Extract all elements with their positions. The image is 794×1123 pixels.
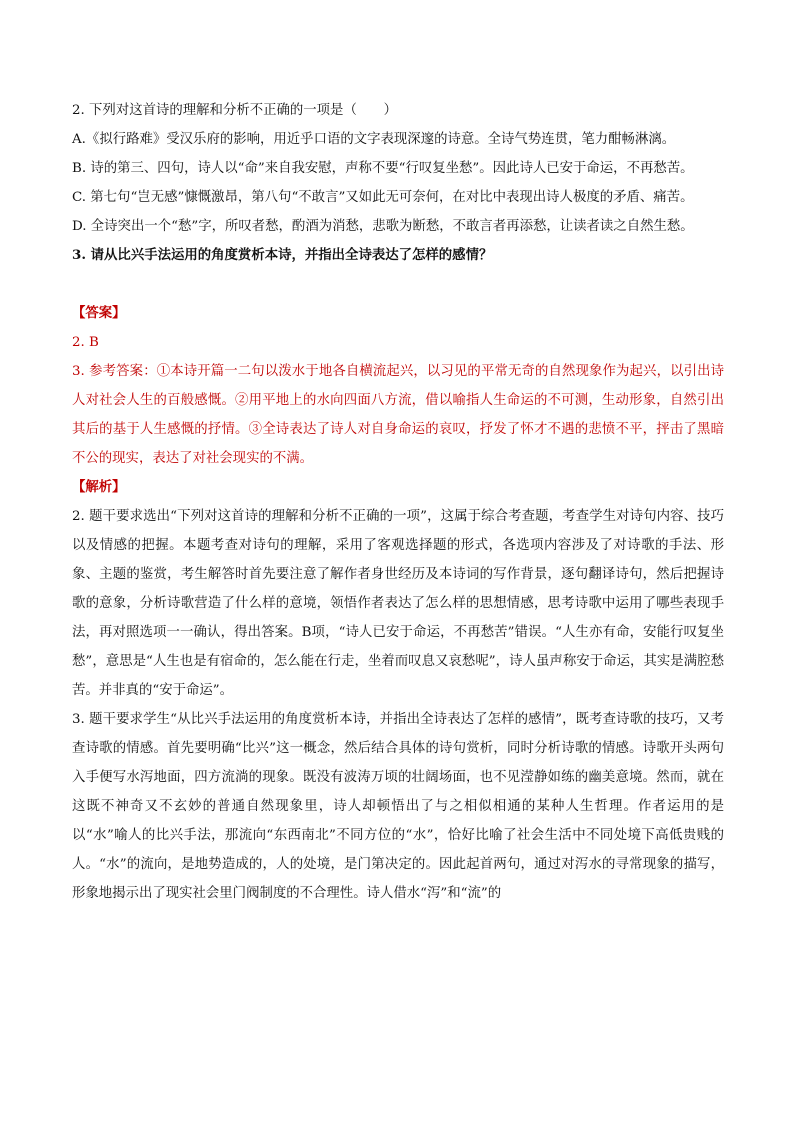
answer-3: 3. 参考答案：①本诗开篇一二句以泼水于地各自横流起兴，以习见的平常无奇的自然现象作为起兴，以引出诗人对社会人生的百般感慨。②用平地上的水向四面八方流，借以喻指人生命运的不可测，生动形象，自然引出其后的基于人生感慨的抒情。③全诗表达了诗人对自身命运的哀叹，抒发了怀才不遇的悲愤不平，抨击了黑暗不公的现实，表达了对社会现实的不满。 xyxy=(72,364,724,466)
document-page xyxy=(72,96,724,908)
question-3-stem: 3. 请从比兴手法运用的角度赏析本诗，并指出全诗表达了怎样的感情？ xyxy=(72,247,493,263)
option-d: D. 全诗突出一个“愁”字，所叹者愁，酌酒为消愁，悲歌为断愁，不敢言者再添愁，让读者读之自然生愁。 xyxy=(72,219,694,234)
spacer xyxy=(72,270,724,299)
analysis-3: 3. 题干要求学生“从比兴手法运用的角度赏析本诗，并指出全诗表达了怎样的感情”，既考查诗歌的技巧，又考查诗歌的情感。首先要明确“比兴”这一概念，然后结合具体的诗句赏析，同时分析诗歌的情感。诗歌开头两句入手便写水泻地面，四方流淌的现象。既没有波涛万顷的壮阔场面，也不见滢静如练的幽美意境。然而，就在这既不神奇又不玄妙的普通自然现象里，诗人却顿悟出了与之相似相通的某种人生哲理。作者运用的是以“水”喻人的比兴手法，那流向“东西南北”不同方位的“水”，恰好比喻了社会生活中不同处境下高低贵贱的人。“水”的流向，是地势造成的，人的处境，是门第决定的。因此起首两句，通过对泻水的寻常现象的描写，形象地揭示出了现实社会里门阀制度的不合理性。诗人借水“泻”和“流”的 xyxy=(72,712,724,901)
question-2-stem: 2. 下列对这首诗的理解和分析不正确的一项是（ ） xyxy=(72,103,398,118)
option-c: C. 第七句“岂无感”慷慨激昂，第八句“不敢言”又如此无可奈何，在对比中表现出诗人极度的矛盾、痛苦。 xyxy=(72,190,694,205)
analysis-2: 2. 题干要求选出“下列对这首诗的理解和分析不正确的一项”，这属于综合考查题，考查学生对诗句内容、技巧以及情感的把握。本题考查对诗句的理解，采用了客观选择题的形式，各选项内容涉及了对诗歌的手法、形象、主题的鉴赏，考生解答时首先要注意了解作者身世经历及本诗词的写作背景，逐句翻译诗句，然后把握诗歌的意象，分析诗歌营造了什么样的意境，领悟作者表达了怎么样的思想情感，思考诗歌中运用了哪些表现手法，再对照选项一一确认，得出答案。B项，“诗人已安于命运，不再愁苦”错误。“人生亦有命，安能行叹复坐愁”，意思是“人生也是有宿命的，怎么能在行走，坐着而叹息又哀愁呢”，诗人虽声称安于命运，其实是满腔愁苦。并非真的“安于命运”。 xyxy=(72,509,724,698)
option-b: B. 诗的第三、四句，诗人以“命”来自我安慰，声称不要“行叹复坐愁”。因此诗人已安于命运，不再愁苦。 xyxy=(72,161,694,176)
analysis-header: 【解析】 xyxy=(72,479,126,495)
answer-2: 2. B xyxy=(72,335,99,350)
option-a: A.《拟行路难》受汉乐府的影响，用近乎口语的文字表现深邃的诗意。全诗气势连贯，笔力酣畅淋漓。 xyxy=(72,132,676,147)
answer-header: 【答案】 xyxy=(72,305,126,321)
